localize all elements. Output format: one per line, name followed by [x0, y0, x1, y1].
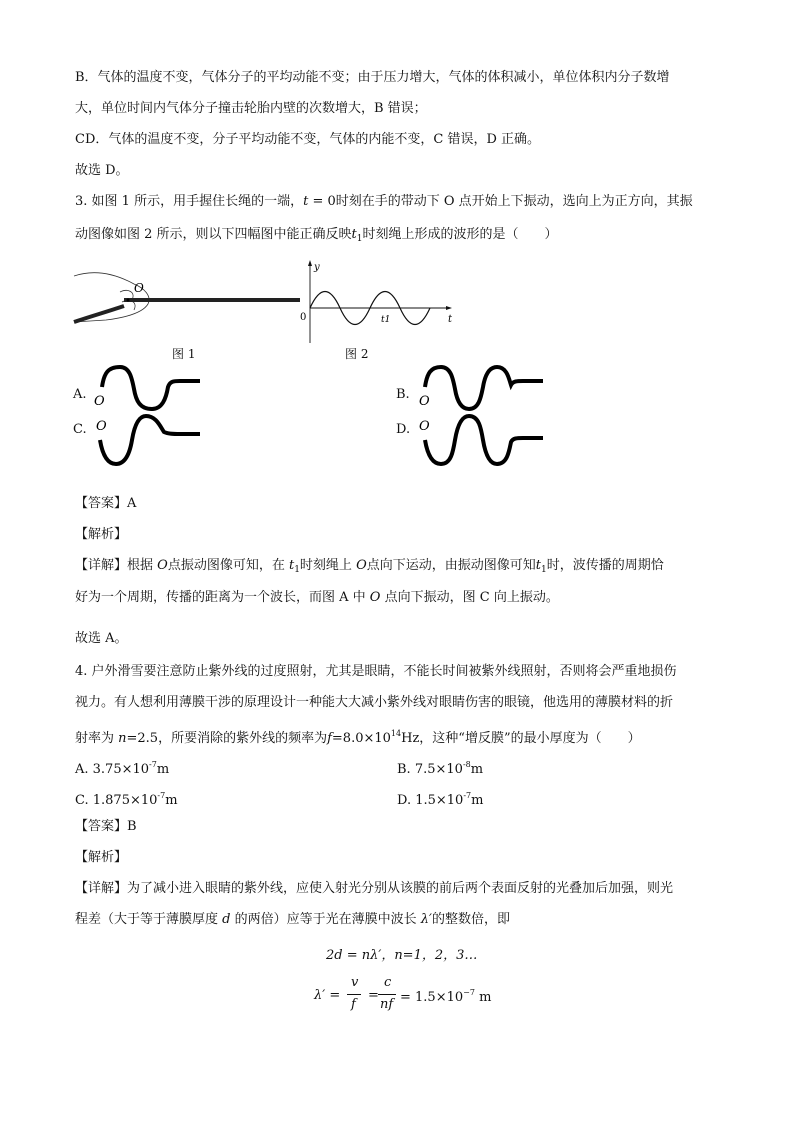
figure-1-hand-rope — [72, 262, 302, 332]
svg-text:y: y — [314, 262, 320, 273]
q3-conclusion: 故选 A。 — [75, 631, 128, 646]
svg-text:O: O — [419, 394, 430, 409]
q3-stem-line1: 3. 如图 1 所示，用手握住长绳的一端，t = 0时刻在手的带动下 O 点开始上下振动，选向上为正方向，其振 — [75, 194, 693, 209]
q4-stem-line1: 4. 户外滑雪要注意防止紫外线的过度照射，尤其是眼睛，不能长时间被紫外线照射，否则将会严重地损伤 — [75, 664, 677, 679]
q3-option-d-label: D. — [396, 422, 411, 437]
q4-option-b[interactable]: B. $7.5\times 10^{-8}m$ — [397, 760, 484, 777]
q4-stem-line3: 射率为 n=2.5，所要消除的紫外线的频率为$f=8.0\times 10^{14}Hz$，这种“增反膜”的最小厚度为（ ） — [75, 729, 641, 746]
q4-option-a[interactable]: A. $3.75\times 10^{-7}m$ — [75, 760, 170, 777]
q4-formula-path-difference: 2d = nλ′，n=1，2，3… — [326, 948, 478, 963]
q4-detail-line2: 程差（大于等于薄膜厚度 d 的两倍）应等于光在薄膜中波长 λ′的整数倍，即 — [75, 912, 510, 927]
figure-2-caption: 图 2 — [345, 347, 369, 361]
figure-1-label-o: O — [134, 281, 144, 295]
figure-1-caption: 图 1 — [172, 347, 196, 361]
svg-text:t: t — [448, 314, 453, 325]
q3-option-b-waveform[interactable] — [413, 365, 553, 415]
svg-text:t1: t1 — [381, 315, 391, 325]
q4-analysis-header: 【解析】 — [75, 850, 128, 865]
q4-detail-line1: 【详解】为了减小进入眼睛的紫外线，应使入射光分别从该膜的前后两个表面反射的光叠加后加强，则光 — [75, 881, 674, 896]
q2-option-cd: CD．气体的温度不变，分子平均动能不变，气体的内能不变，C 错误，D 正确。 — [75, 132, 541, 147]
q3-option-c-label: C. — [73, 422, 87, 437]
q3-stem-line2: 动图像如图 2 所示，则以下四幅图中能正确反映$t_1$时刻绳上形成的波形的是（ ） — [75, 227, 558, 244]
q4-formula-wavelength: λ′ = v f = c nf = $1.5\times 10^{-7}$ m — [314, 975, 492, 1012]
q3-detail-line1: 【详解】根据 O点振动图像可知，在 $t_1$时刻绳上 O点向下运动，由振动图像可知$t_1$时，波传播的周期恰 — [75, 558, 664, 575]
q2-option-b-line2: 大，单位时间内气体分子撞击轮胎内壁的次数增大，B 错误； — [75, 101, 427, 116]
svg-text:O: O — [96, 419, 107, 434]
svg-text:0: 0 — [300, 312, 307, 323]
svg-text:O: O — [419, 419, 430, 434]
q4-stem-line2: 视力。有人想利用薄膜干涉的原理设计一种能大大减小紫外线对眼睛伤害的眼镜，他选用的薄膜材料的折 — [75, 695, 674, 710]
q3-option-a-label: A. — [73, 387, 87, 402]
q2-conclusion: 故选 D。 — [75, 163, 129, 178]
q3-option-a-waveform[interactable] — [90, 365, 205, 415]
q3-answer: 【答案】A — [75, 496, 137, 511]
q4-option-d[interactable]: D. $1.5\times 10^{-7}m$ — [397, 791, 484, 808]
q3-option-b-label: B. — [396, 387, 410, 402]
svg-text:O: O — [94, 394, 105, 409]
q4-answer: 【答案】B — [75, 819, 137, 834]
q3-analysis-header: 【解析】 — [75, 527, 128, 542]
q4-option-c[interactable]: C. $1.875\times 10^{-7}m$ — [75, 791, 178, 808]
q3-detail-line2: 好为一个周期，传播的距离为一个波长，而图 A 中 O 点向下振动，图 C 向上振动。 — [75, 590, 559, 605]
figure-2-vibration-graph — [298, 258, 458, 348]
q3-option-c-waveform[interactable] — [90, 412, 205, 468]
q2-option-b-line1: B．气体的温度不变，气体分子的平均动能不变；由于压力增大，气体的体积减小，单位体积内分子数增 — [75, 70, 670, 85]
q3-option-d-waveform[interactable] — [413, 412, 553, 468]
